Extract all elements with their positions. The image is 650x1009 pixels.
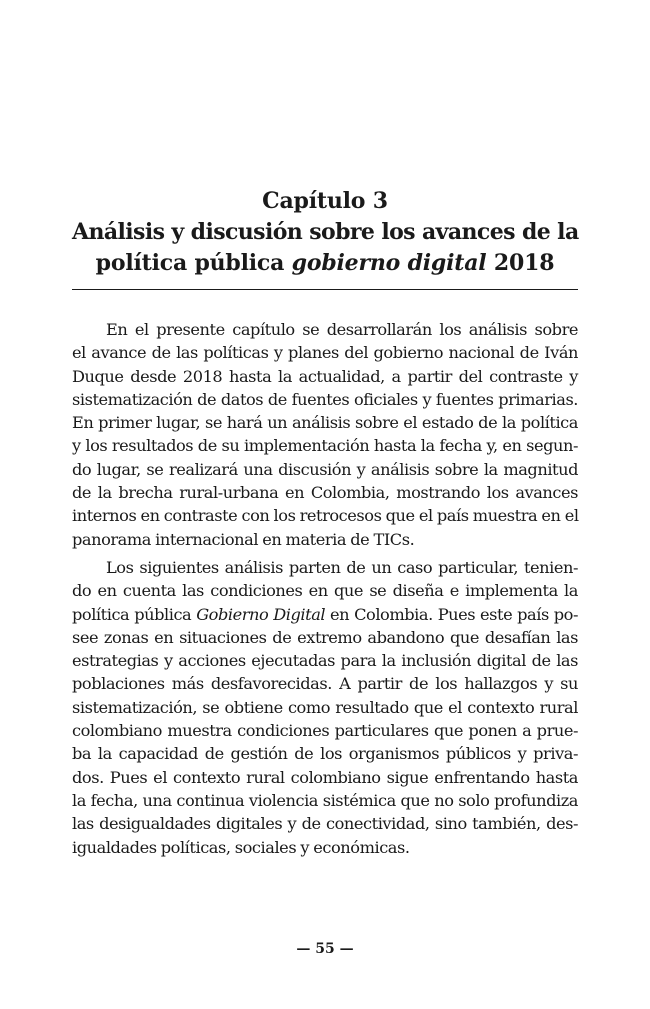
text-line: la fecha, una continua violencia sistémica que no solo profundiza (72, 790, 578, 810)
chapter-title-line-2-end: 2018 (486, 250, 555, 276)
text-line: do lugar, se realizará una discusión y análisis sobre la magnitud (72, 459, 578, 479)
heading-divider (72, 289, 578, 290)
text-run: en Colombia. Pues este país po- (325, 604, 578, 624)
chapter-heading (72, 186, 578, 279)
text-line: see zonas en situaciones de extremo abandono que desafían las (72, 627, 578, 647)
text-line: sistematización, se obtiene como resultado que el contexto rural (72, 697, 578, 717)
paragraph (72, 318, 578, 551)
body-text (72, 318, 578, 859)
text-line: de la brecha rural-urbana en Colombia, mostrando los avances (72, 483, 578, 503)
text-line: y los resultados de su implementación hasta la fecha y, en segun- (72, 436, 578, 456)
text-line: sistematización de datos de fuentes oficiales y fuentes primarias. (72, 389, 578, 409)
chapter-title-line-2-start: política pública (95, 250, 292, 276)
chapter-title-line-1: Análisis y discusión sobre los avances de la (72, 219, 579, 245)
chapter-title-italic: gobierno digital (291, 250, 487, 276)
text-line: En primer lugar, se hará un análisis sobre el estado de la política (72, 413, 578, 433)
text-line: estrategias y acciones ejecutadas para la inclusión digital de las (72, 651, 578, 671)
text-line: internos en contraste con los retrocesos que el país muestra en el (72, 506, 579, 526)
text-line: panorama internacional en materia de TICs. (72, 529, 415, 549)
text-line: dos. Pues el contexto rural colombiano sigue enfrentando hasta (72, 767, 578, 787)
paragraph (72, 556, 578, 859)
italic-term: Gobierno Digital (196, 604, 326, 624)
text-line: Los siguientes análisis parten de un caso particular, tenien- (106, 557, 578, 577)
text-line: colombiano muestra condiciones particulares que ponen a prue- (72, 721, 578, 741)
chapter-label: Capítulo 3 (262, 188, 388, 214)
text-line: igualdades políticas, sociales y económicas. (72, 837, 410, 857)
text-line: En el presente capítulo se desarrollarán los análisis sobre (106, 320, 578, 339)
chapter-title-line-2 (72, 248, 578, 279)
text-line: poblaciones más desfavorecidas. A partir de los hallazgos y su (72, 674, 578, 694)
text-run: política pública (72, 604, 197, 624)
text-line: las desigualdades digitales y de conectividad, sino también, des- (72, 814, 578, 834)
text-line: Duque desde 2018 hasta la actualidad, a partir del contraste y (72, 366, 578, 386)
page-number: — 55 — (296, 941, 354, 957)
text-line: el avance de las políticas y planes del gobierno nacional de Iván (72, 343, 578, 363)
text-line: do en cuenta las condiciones en que se diseña e implementa la (72, 581, 578, 601)
text-line (72, 603, 578, 626)
text-line: ba la capacidad de gestión de los organismos públicos y priva- (72, 744, 578, 764)
